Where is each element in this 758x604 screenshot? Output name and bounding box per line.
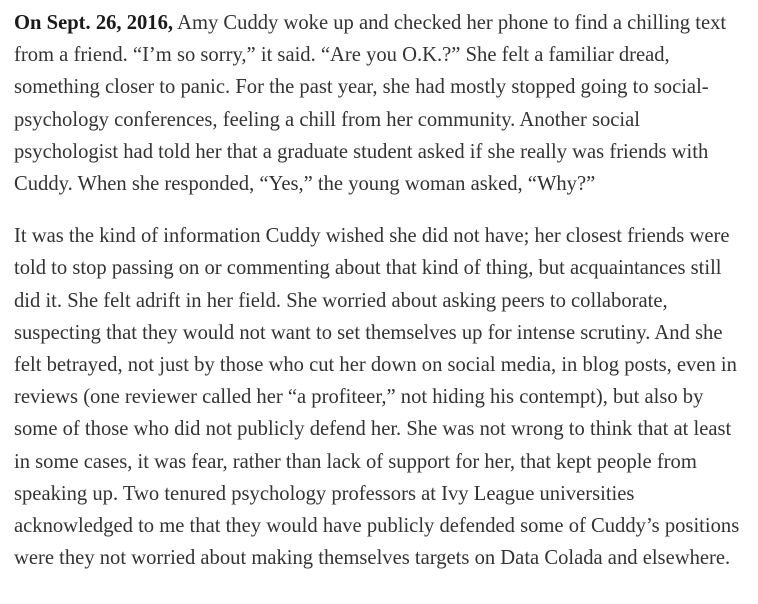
paragraph-2 [14,220,748,574]
paragraph-lead-dateline: On Sept. 26, 2016, [14,12,174,34]
paragraph-1-text: Amy Cuddy woke up and checked her phone to find a chilling text from a friend. “I’m so sorry,” it said. “Are you O.K.?” She felt a familiar dread, something closer to panic. For the past year, she had mostly stopped going to social-psychology conferences, feeling a chill from her community. Another social psychologist had told her that a graduate student asked if she really was friends with Cuddy. When she responded, “Yes,” the young woman asked, “Why?” [14,12,727,196]
paragraph-2-text: It was the kind of information Cuddy wished she did not have; her closest friends were told to stop passing on or commenting about that kind of thing, but acquaintances still did it. She felt adrift in her field. She worried about asking peers to collaborate, suspecting that they would not want to set themselves up for intense scrutiny. And she felt betrayed, not just by those who cut her down on social media, in blog posts, even in reviews (one reviewer called her “a profiteer,” not hiding his contempt), but also by some of those who did not publicly defend her. She was not wrong to think that at least in some cases, it was fear, rather than lack of support for her, that kept people from speaking up. Two tenured psychology professors at Ivy League universities acknowledged to me that they would have publicly defended some of Cuddy’s positions were they not worried about making themselves targets on Data Colada and elsewhere. [14,225,740,570]
paragraph-1 [14,7,748,200]
